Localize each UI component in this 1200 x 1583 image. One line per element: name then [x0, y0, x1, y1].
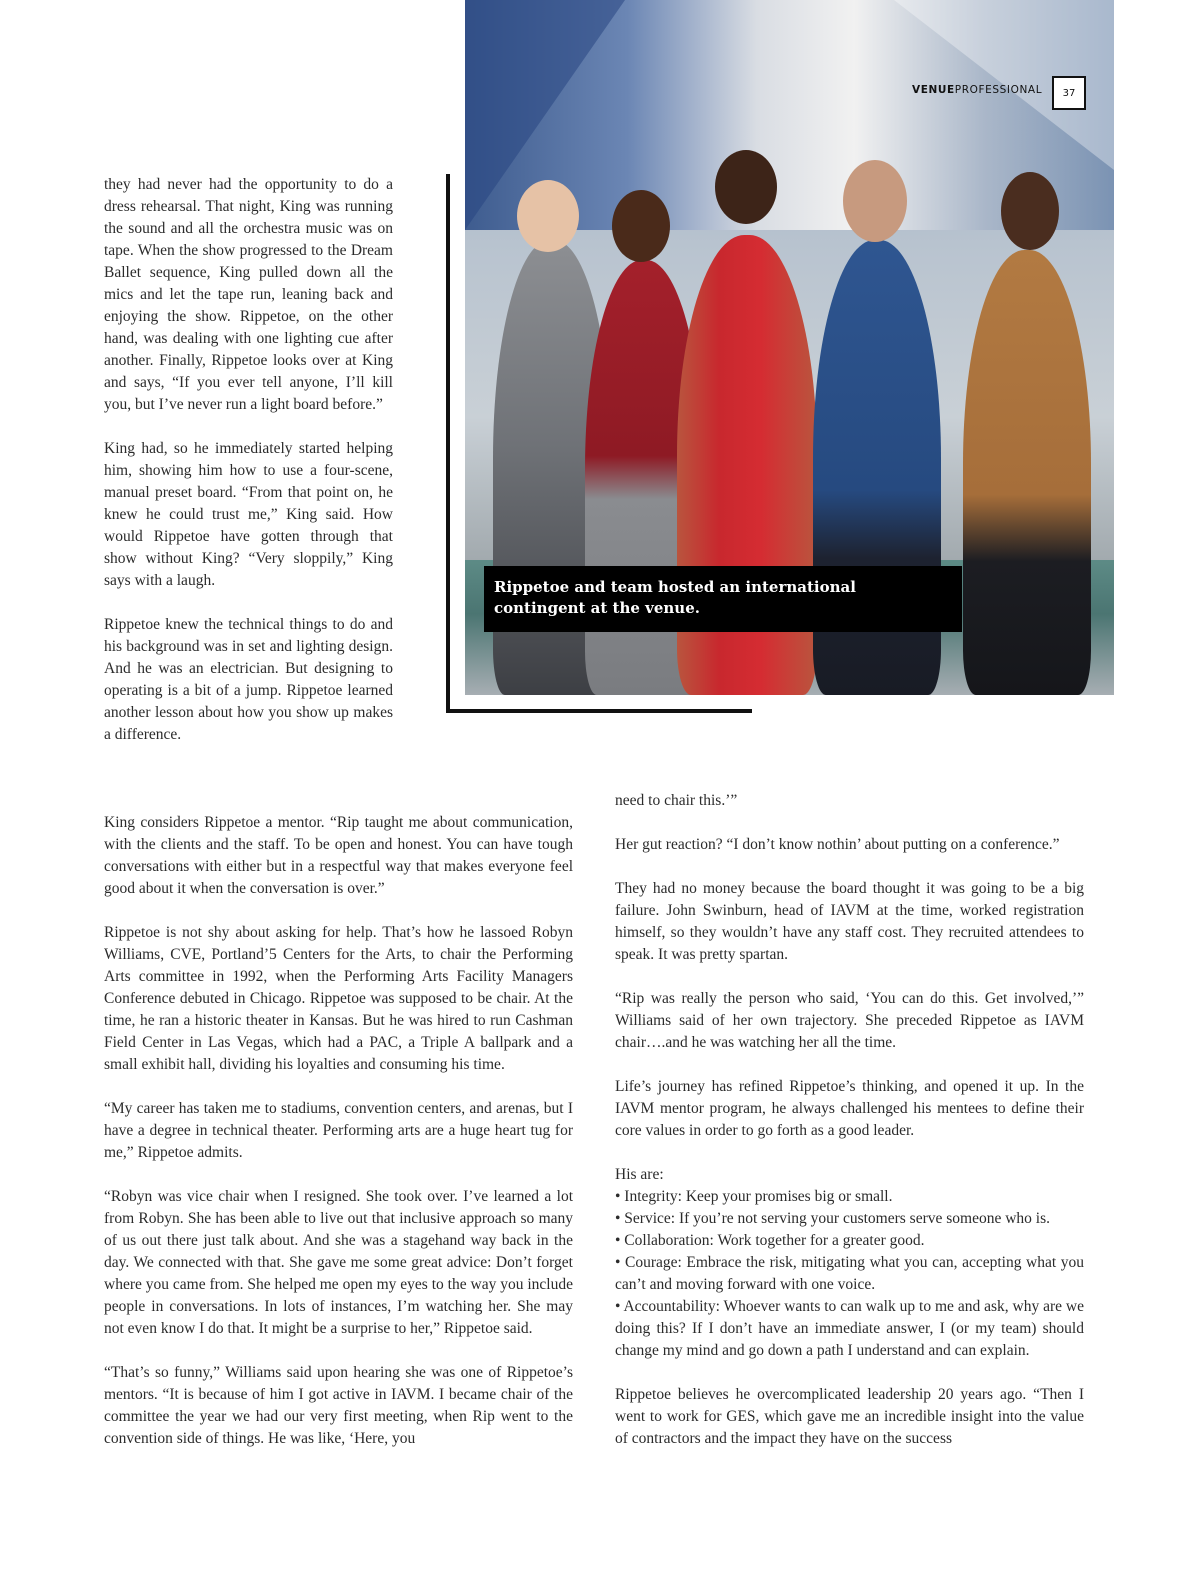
masthead: [912, 84, 1042, 100]
paragraph: Rippetoe believes he overcomplicated leadership 20 years ago. “Then I went to work for GES, which gave me an incredible insight into the value of contractors and the impact they have on the success: [615, 1386, 1084, 1447]
person-1-head: [517, 180, 579, 252]
person-5-head: [1001, 172, 1059, 250]
values-intro: His are:: [615, 1166, 664, 1183]
list-item: • Collaboration: Work together for a greater good.: [615, 1232, 925, 1249]
paragraph: Her gut reaction? “I don’t know nothin’ about putting on a conference.”: [615, 836, 1060, 853]
paragraph: “My career has taken me to stadiums, convention centers, and arenas, but I have a degree in technical theater. Performing arts are a huge heart tug for me,” Rippetoe admits.: [104, 1100, 573, 1161]
person-3-head: [715, 150, 777, 224]
person-5: [963, 250, 1091, 695]
paragraph: “Robyn was vice chair when I resigned. She took over. I’ve learned a lot from Robyn. She has been able to live out that inclusive approach so many of us out there just talk about. And she was a stagehand way back in the day. We connected with that. She gave me some great advice: Don’t forget where you came from. She helped me open my eyes to the way you include people in conversations. In lots of instances, I’m watching her. She may not even know I do that. It might be a surprise to her,” Rippetoe said.: [104, 1188, 573, 1337]
narrow-column: [104, 174, 393, 768]
list-item: • Integrity: Keep your promises big or small.: [615, 1188, 893, 1205]
masthead-professional: PROFESSIONAL: [954, 84, 1043, 96]
paragraph: Rippetoe is not shy about asking for help. That’s how he lassoed Robyn Williams, CVE, Portland’5 Centers for the Arts, to chair the Performing Arts committee in 1992, when the Performing Arts Facility Managers Conference debuted in Chicago. Rippetoe was supposed to be chair. At the time, he ran a historic theater in Kansas. But he was hired to run Cashman Field Center in Las Vegas, which had a PAC, a Triple A ballpark and a small exhibit hall, dividing his loyalties and consuming his time.: [104, 924, 573, 1073]
photo-frame-vertical-rule: [446, 174, 450, 713]
paragraph: King had, so he immediately started helping him, showing him how to use a four-scene, manual preset board. “From that point on, he knew he could trust me,” King said. How would Rippetoe have gotten through that show without King? “Very sloppily,” King says with a laugh.: [104, 440, 393, 589]
paragraph: “Rip was really the person who said, ‘You can do this. Get involved,’” Williams said of her own trajectory. She preceded Rippetoe as IAVM chair….and he was watching her all the time.: [615, 990, 1084, 1051]
paragraph: need to chair this.’”: [615, 792, 738, 809]
paragraph: Rippetoe knew the technical things to do and his background was in set and lighting design. And he was an electrician. But designing to operating is a bit of a jump. Rippetoe learned another lesson about how you show up makes a difference.: [104, 616, 393, 743]
paragraph: “That’s so funny,” Williams said upon hearing she was one of Rippetoe’s mentors. “It is because of him I got active in IAVM. I became chair of the committee the year we had our very first meeting, when Rip went to the convention side of things. He was like, ‘Here, you: [104, 1364, 573, 1447]
list-item: • Courage: Embrace the risk, mitigating what you can, accepting what you can’t and moving forward with one voice.: [615, 1254, 1084, 1293]
list-item: • Service: If you’re not serving your customers serve someone who is.: [615, 1210, 1051, 1227]
list-item: • Accountability: Whoever wants to can walk up to me and ask, why are we doing this? If I don’t have an immediate answer, I (or my team) should change my mind and go down a path I understand and can explain.: [615, 1298, 1084, 1359]
photo-caption: Rippetoe and team hosted an international contingent at the venue.: [484, 566, 962, 632]
paragraph: they had never had the opportunity to do a dress rehearsal. That night, King was running the sound and all the orchestra music was on tape. When the show progressed to the Dream Ballet sequence, King pulled down all the mics and let the tape run, leaning back and enjoying the show. Rippetoe, on the other hand, was dealing with one lighting cue after another. Finally, Rippetoe looks over at King and says, “If you ever tell anyone, I’ll kill you, but I’ve never run a light board before.”: [104, 176, 393, 413]
paragraph: They had no money because the board thought it was going to be a big failure. John Swinburn, head of IAVM at the time, worked registration himself, so they wouldn’t have any staff cost. They recruited attendees to speak. It was pretty spartan.: [615, 880, 1084, 963]
paragraph: King considers Rippetoe a mentor. “Rip taught me about communication, with the clients and the staff. To be open and honest. You can have tough conversations with either but in a respectful way that makes everyone feel good about it when the conversation is over.”: [104, 814, 573, 897]
photo-frame-horizontal-rule: [446, 709, 752, 713]
person-2-head: [612, 190, 670, 262]
paragraph: Life’s journey has refined Rippetoe’s thinking, and opened it up. In the IAVM mentor program, he always challenged his mentees to define their core values in order to go forth as a good leader.: [615, 1078, 1084, 1139]
left-column: [104, 812, 573, 1472]
right-column: [615, 790, 1084, 1472]
person-4-head: [843, 160, 907, 242]
core-values-list: [615, 1186, 1084, 1362]
page-number: 37: [1052, 76, 1086, 110]
masthead-venue: VENUE: [912, 84, 955, 96]
